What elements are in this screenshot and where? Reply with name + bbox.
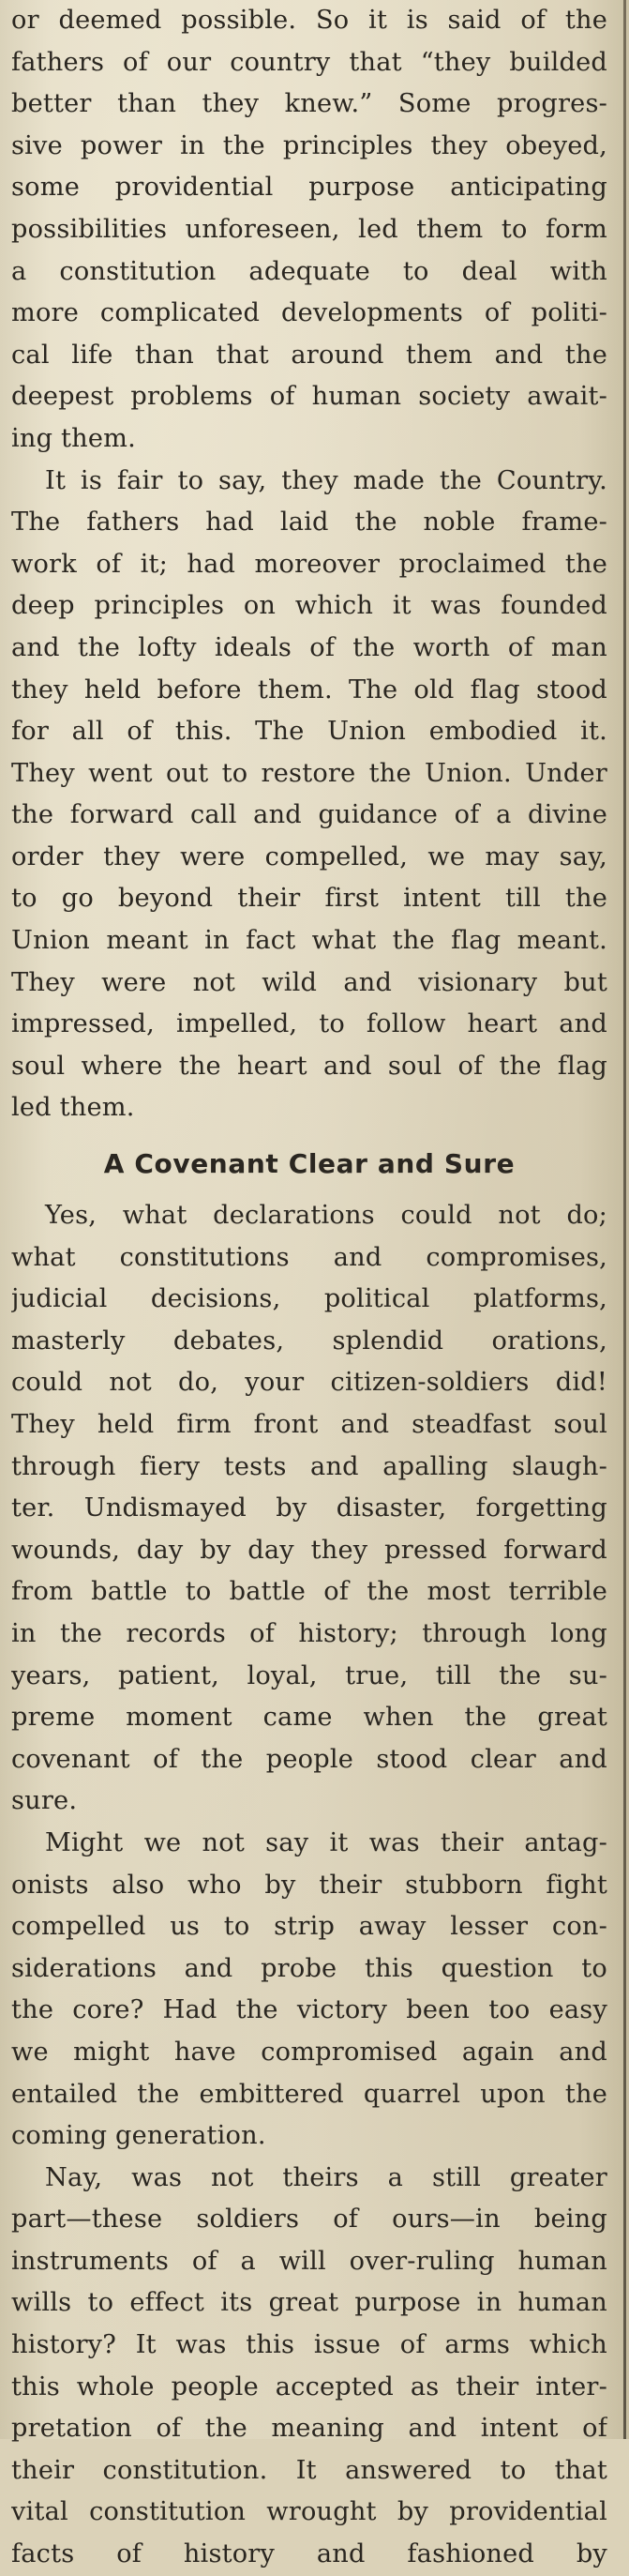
text-line: ter. Undismayed by disaster, forgetting bbox=[11, 1493, 607, 1523]
text-line: ing them. bbox=[11, 423, 136, 453]
text-line: Yes, what declarations could not do; bbox=[45, 1201, 607, 1231]
paragraph-2 bbox=[11, 461, 607, 1130]
text-line: they held before them. The old flag stood bbox=[11, 674, 607, 705]
text-line: possibilities unforeseen, led them to form bbox=[11, 214, 607, 244]
text-line: fathers of our country that “they builded bbox=[11, 47, 607, 77]
text-line: wills to effect its great purpose in human bbox=[11, 2288, 607, 2318]
text-line: to go beyond their first intent till the bbox=[11, 884, 607, 914]
paragraph-4 bbox=[11, 1823, 607, 2158]
text-line: They were not wild and visionary but bbox=[11, 967, 607, 997]
text-line: The fathers had laid the noble frame- bbox=[11, 508, 607, 538]
text-line: deepest problems of human society await- bbox=[11, 382, 607, 412]
text-line: a constitution adequate to deal with bbox=[11, 256, 607, 286]
text-line: judicial decisions, political platforms, bbox=[11, 1284, 607, 1314]
text-line: siderations and probe this question to bbox=[11, 1953, 607, 1983]
paragraph-1 bbox=[11, 0, 607, 461]
text-line: preme moment came when the great bbox=[11, 1703, 607, 1733]
text-line: we might have compromised again and bbox=[11, 2037, 607, 2067]
text-line: pretation of the meaning and intent of bbox=[11, 2414, 607, 2444]
text-line: years, patient, loyal, true, till the su- bbox=[11, 1660, 607, 1690]
text-line: sive power in the principles they obeyed, bbox=[11, 130, 607, 160]
text-line: could not do, your citizen-soldiers did! bbox=[11, 1368, 607, 1398]
text-line: They held firm front and steadfast soul bbox=[11, 1410, 607, 1439]
text-line: work of it; had moreover proclaimed the bbox=[11, 549, 607, 579]
text-line: deep principles on which it was founded bbox=[11, 591, 607, 621]
section-heading: A Covenant Clear and Sure bbox=[103, 1148, 516, 1180]
article-column bbox=[11, 0, 607, 2576]
text-line: or deemed possible. So it is said of the bbox=[11, 6, 607, 35]
text-line: order they were compelled, we may say, bbox=[11, 841, 607, 871]
text-line: facts of history and fashioned by bbox=[11, 2539, 607, 2569]
text-line: sure. bbox=[11, 1786, 78, 1816]
text-line: in the records of history; through long bbox=[11, 1618, 607, 1648]
text-line: wounds, day by day they pressed forward bbox=[11, 1535, 607, 1565]
text-line: soul where the heart and soul of the flag bbox=[11, 1051, 607, 1081]
text-line: Union meant in fact what the flag meant. bbox=[11, 926, 607, 956]
text-line: some providential purpose anticipating bbox=[11, 173, 607, 203]
text-line: It is fair to say, they made the Country. bbox=[45, 465, 607, 495]
text-line: covenant of the people stood clear and bbox=[11, 1744, 607, 1774]
text-line: and the lofty ideals of the worth of man bbox=[11, 632, 607, 662]
text-line: from battle to battle of the most terrible bbox=[11, 1577, 607, 1607]
text-line: vital constitution wrought by providential bbox=[11, 2497, 607, 2527]
text-line: what constitutions and compromises, bbox=[11, 1242, 607, 1272]
text-line: They went out to restore the Union. Under bbox=[11, 758, 607, 788]
text-line: this whole people accepted as their inter- bbox=[11, 2371, 607, 2402]
text-line: cal life than that around them and the bbox=[11, 340, 607, 370]
column-rule bbox=[623, 0, 626, 2439]
text-line: their constitution. It answered to that bbox=[11, 2455, 607, 2485]
paragraph-5 bbox=[11, 2158, 607, 2576]
text-line: for all of this. The Union embodied it. bbox=[11, 717, 607, 747]
text-line: led them. bbox=[11, 1093, 135, 1123]
text-line: onists also who by their stubborn fight bbox=[11, 1870, 607, 1900]
text-line: better than they knew.” Some progres- bbox=[11, 89, 607, 119]
text-line: compelled us to strip away lesser con- bbox=[11, 1912, 607, 1942]
text-line: through fiery tests and apalling slaugh- bbox=[11, 1451, 607, 1481]
text-line: the forward call and guidance of a divine bbox=[11, 800, 607, 830]
paragraph-3 bbox=[11, 1195, 607, 1823]
text-line: part—these soldiers of ours—in being bbox=[11, 2205, 607, 2235]
text-line: Might we not say it was their antag- bbox=[45, 1827, 607, 1857]
text-line: history? It was this issue of arms which bbox=[11, 2330, 607, 2360]
text-line: impressed, impelled, to follow heart and bbox=[11, 1009, 607, 1039]
text-line: coming generation. bbox=[11, 2121, 266, 2151]
text-line: Nay, was not theirs a still greater bbox=[45, 2162, 607, 2192]
text-line: the core? Had the victory been too easy bbox=[11, 1995, 607, 2025]
text-line: instruments of a will over-ruling human bbox=[11, 2246, 607, 2276]
text-line: masterly debates, splendid orations, bbox=[11, 1326, 607, 1356]
text-line: more complicated developments of politi- bbox=[11, 298, 607, 328]
text-line: entailed the embittered quarrel upon the bbox=[11, 2079, 607, 2109]
